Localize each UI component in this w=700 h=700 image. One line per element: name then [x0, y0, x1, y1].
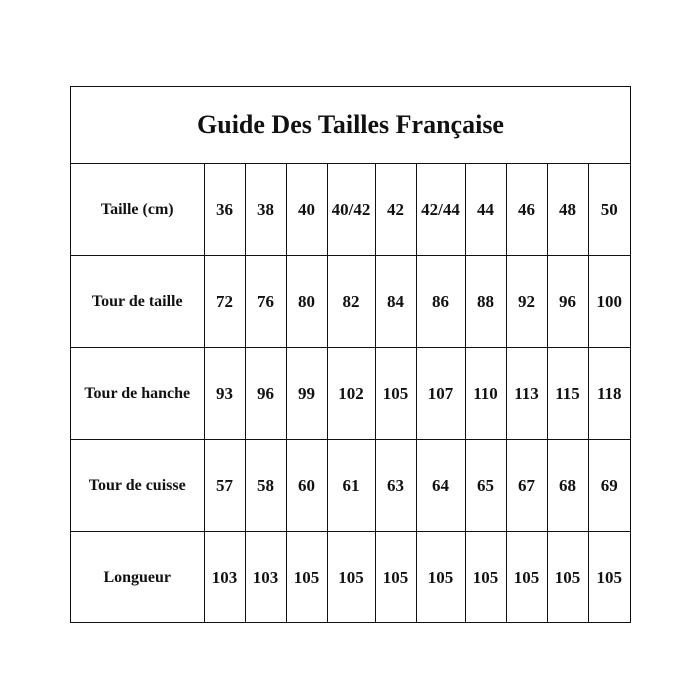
table-row	[71, 348, 630, 440]
size-table-body	[71, 164, 630, 623]
table-cell: 44	[465, 164, 506, 256]
table-cell: 100	[588, 256, 630, 348]
size-guide-table-frame	[70, 86, 631, 623]
table-cell: 88	[465, 256, 506, 348]
table-cell: 105	[286, 532, 327, 624]
table-cell: 103	[204, 532, 245, 624]
row-label: Tour de hanche	[71, 348, 204, 440]
table-cell: 93	[204, 348, 245, 440]
table-cell: 107	[416, 348, 465, 440]
table-row	[71, 164, 630, 256]
table-cell: 68	[547, 440, 588, 532]
table-cell: 103	[245, 532, 286, 624]
table-cell: 63	[375, 440, 416, 532]
table-cell: 38	[245, 164, 286, 256]
table-cell: 118	[588, 348, 630, 440]
size-guide-title: Guide Des Tailles Française	[71, 87, 630, 164]
table-cell: 42	[375, 164, 416, 256]
table-cell: 96	[547, 256, 588, 348]
size-table	[71, 164, 630, 623]
table-row	[71, 440, 630, 532]
table-cell: 58	[245, 440, 286, 532]
table-cell: 48	[547, 164, 588, 256]
table-cell: 82	[327, 256, 375, 348]
table-cell: 86	[416, 256, 465, 348]
table-cell: 36	[204, 164, 245, 256]
table-cell: 110	[465, 348, 506, 440]
table-cell: 105	[375, 532, 416, 624]
table-cell: 69	[588, 440, 630, 532]
table-cell: 46	[506, 164, 547, 256]
table-cell: 67	[506, 440, 547, 532]
table-cell: 102	[327, 348, 375, 440]
table-cell: 105	[465, 532, 506, 624]
row-label: Tour de cuisse	[71, 440, 204, 532]
table-cell: 40/42	[327, 164, 375, 256]
table-cell: 105	[416, 532, 465, 624]
table-cell: 76	[245, 256, 286, 348]
table-cell: 105	[506, 532, 547, 624]
table-cell: 105	[327, 532, 375, 624]
table-cell: 57	[204, 440, 245, 532]
table-cell: 99	[286, 348, 327, 440]
table-cell: 42/44	[416, 164, 465, 256]
table-cell: 65	[465, 440, 506, 532]
table-cell: 50	[588, 164, 630, 256]
table-cell: 84	[375, 256, 416, 348]
table-cell: 105	[547, 532, 588, 624]
table-cell: 60	[286, 440, 327, 532]
table-cell: 92	[506, 256, 547, 348]
table-row	[71, 532, 630, 624]
table-cell: 113	[506, 348, 547, 440]
table-cell: 96	[245, 348, 286, 440]
table-cell: 72	[204, 256, 245, 348]
table-cell: 61	[327, 440, 375, 532]
table-cell: 105	[588, 532, 630, 624]
row-label: Taille (cm)	[71, 164, 204, 256]
row-label: Tour de taille	[71, 256, 204, 348]
table-cell: 64	[416, 440, 465, 532]
table-cell: 40	[286, 164, 327, 256]
table-cell: 105	[375, 348, 416, 440]
row-label: Longueur	[71, 532, 204, 624]
table-row	[71, 256, 630, 348]
table-cell: 80	[286, 256, 327, 348]
table-cell: 115	[547, 348, 588, 440]
